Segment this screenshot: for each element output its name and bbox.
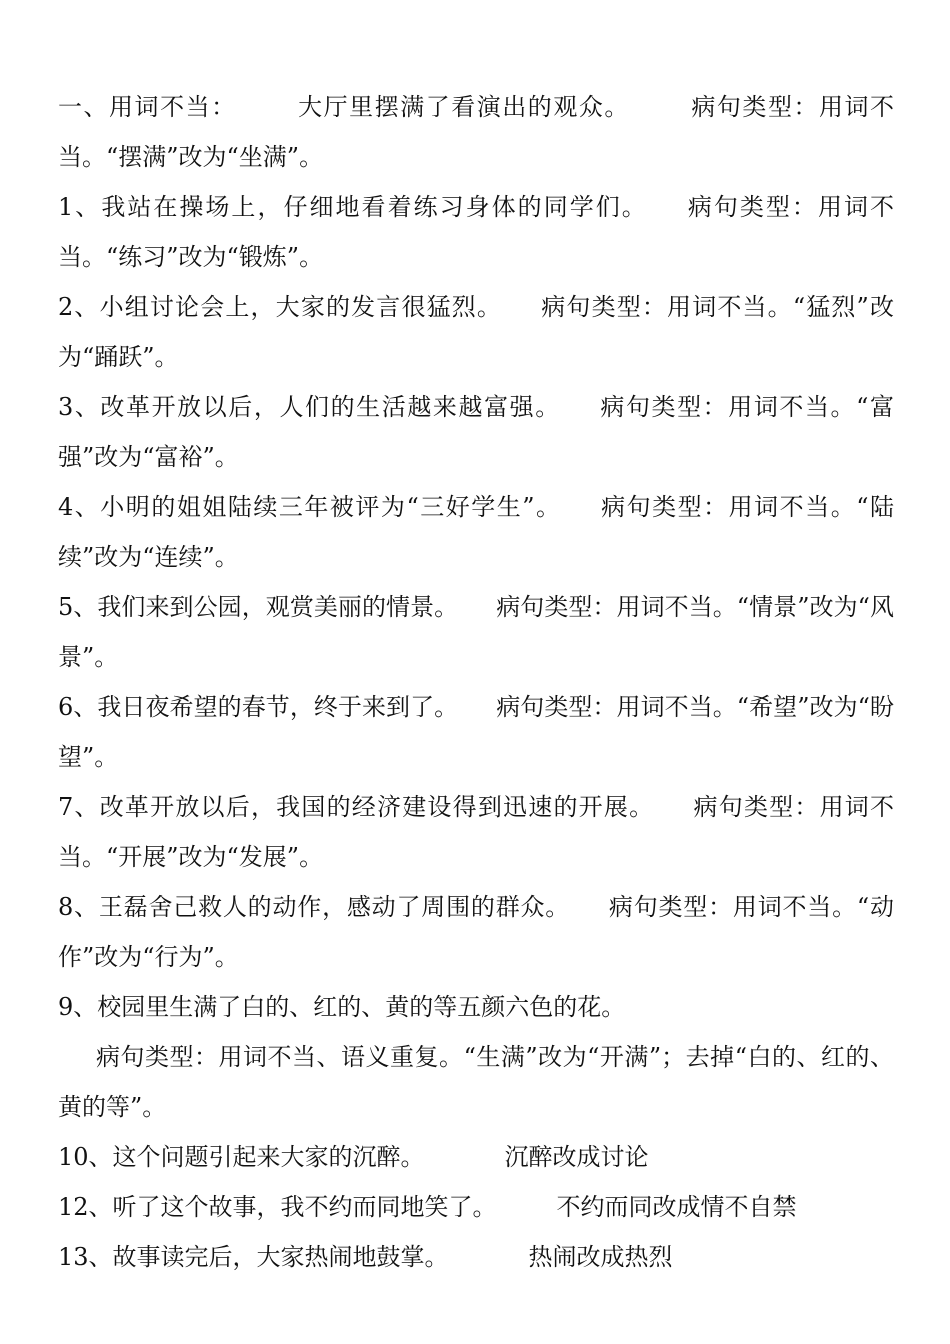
paragraph-item-2 — [58, 282, 894, 382]
correction-note: 病句类型：用词不当。“富强”改为“富裕”。 — [58, 393, 894, 471]
correction-note: 病句类型：用词不当。“猛烈”改为“踊跃”。 — [58, 293, 894, 371]
faulty-sentence: 12、听了这个故事，我不约而同地笑了。 — [58, 1193, 497, 1221]
correction-note: 病句类型：用词不当。“动作”改为“行为”。 — [58, 893, 894, 971]
correction-note: 病句类型：用词不当。“希望”改为“盼望”。 — [58, 693, 894, 771]
paragraph-item-1 — [58, 182, 894, 282]
example-sentence: 大厅里摆满了看演出的观众。 — [296, 93, 630, 121]
correction-note: 病句类型：用词不当。“情景”改为“风景”。 — [58, 593, 894, 671]
correction-note: 病句类型：用词不当。“练习”改为“锻炼”。 — [58, 193, 894, 271]
paragraph-item-4 — [58, 482, 894, 582]
section-heading: 一、用词不当： — [58, 93, 237, 121]
paragraph-item-6 — [58, 682, 894, 782]
faulty-sentence: 3、改革开放以后，人们的生活越来越富强。 — [58, 393, 561, 421]
correction-note: 不约而同改成情不自禁 — [556, 1193, 797, 1221]
correction-note: 病句类型：用词不当。“开展”改为“发展”。 — [58, 793, 894, 871]
paragraph-item-7 — [58, 782, 894, 882]
paragraph-item-9 — [58, 982, 894, 1032]
paragraph-section-heading — [58, 82, 894, 182]
faulty-sentence: 6、我日夜希望的春节，终于来到了。 — [58, 693, 459, 721]
faulty-sentence: 4、小明的姐姐陆续三年被评为“三好学生”。 — [58, 493, 562, 521]
document-body — [58, 82, 894, 1282]
faulty-sentence: 1、我站在操场上，仔细地看着练习身体的同学们。 — [58, 193, 648, 221]
paragraph-item-10 — [58, 1132, 894, 1182]
correction-note: 热闹改成热烈 — [528, 1243, 673, 1271]
faulty-sentence: 5、我们来到公园，观赏美丽的情景。 — [58, 593, 459, 621]
paragraph-item-12 — [58, 1182, 894, 1232]
faulty-sentence: 9、校园里生满了白的、红的、黄的等五颜六色的花。 — [58, 993, 626, 1021]
faulty-sentence: 10、这个问题引起来大家的沉醉。 — [58, 1143, 425, 1171]
paragraph-item-8 — [58, 882, 894, 982]
correction-note: 病句类型：用词不当。“摆满”改为“坐满”。 — [58, 93, 895, 171]
paragraph-item-9-note — [58, 1032, 894, 1132]
correction-note: 沉醉改成讨论 — [504, 1143, 649, 1171]
faulty-sentence: 7、改革开放以后，我国的经济建设得到迅速的开展。 — [58, 793, 655, 821]
faulty-sentence: 2、小组讨论会上，大家的发言很猛烈。 — [58, 293, 503, 321]
paragraph-item-13 — [58, 1232, 894, 1282]
faulty-sentence: 8、王磊舍己救人的动作，感动了周围的群众。 — [58, 893, 571, 921]
correction-note: 病句类型：用词不当、语义重复。“生满”改为“开满”；去掉“白的、红的、黄的等”。 — [58, 1043, 894, 1121]
correction-note: 病句类型：用词不当。“陆续”改为“连续”。 — [58, 493, 894, 571]
faulty-sentence: 13、故事读完后，大家热闹地鼓掌。 — [58, 1243, 449, 1271]
paragraph-item-3 — [58, 382, 894, 482]
paragraph-item-5 — [58, 582, 894, 682]
